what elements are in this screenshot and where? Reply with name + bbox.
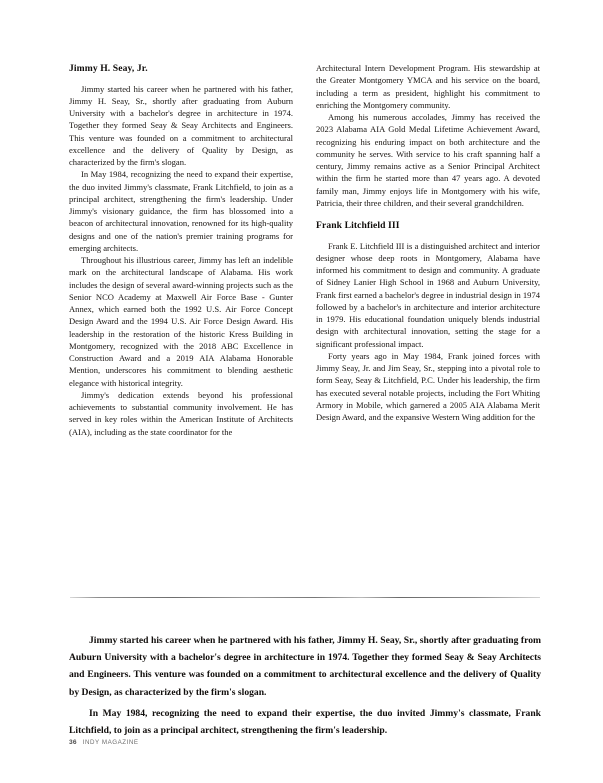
paragraph: In May 1984, recognizing the need to expand their expertise, the duo invited Jimmy's classmate, Frank Litchfield, to join as a principal architect, strengthening the firm's leadership. Under Jimmy's visionary guidance, the firm has blossomed into a beacon of architectural innovation, renowned for its high-quality designs and one of the nation's premier training programs for emerging architects.	[69, 169, 293, 253]
paragraph: Forty years ago in May 1984, Frank joined forces with Jimmy Seay, Jr. and Jim Seay, Sr., stepping into a pivotal role to form Seay, Seay & Litchfield, P.C. Under his leadership, the firm has executed several notable projects, including the Fort Whiting Armory in Mobile, which garnered a 2005 AIA Alabama Merit Design Award, and the expansive Western Wing addition for the	[316, 350, 540, 422]
paragraph: Frank E. Litchfield III is a distinguished architect and interior designer whose deep roots in Montgomery, Alabama have informed his commitment to design and community. A graduate of Sidney Lanier High School in 1968 and Auburn University, Frank first earned a bachelor's degree in industrial design in 1974 followed by a bachelor's in architecture and interior architecture in 1979. His educational foundation uniquely blends industrial design with architectural innovation, setting the stage for a significant professional impact.	[316, 240, 540, 349]
paragraph: Jimmy's dedication extends beyond his professional achievements to substantial community involvement. He has served in key roles within the American Institute of Architects (AIA), including as the state coordinator for the	[69, 389, 293, 437]
publication-name: INDY MAGAZINE	[82, 739, 139, 746]
summary-paragraph: Jimmy started his career when he partnered with his father, Jimmy H. Seay, Sr., shortly after graduating from Auburn University with a bachelor's degree in architecture in 1974. Together they formed Seay & Seay Architects and Engineers. This venture was founded on a commitment to architectural excellence and the delivery of Quality by Design, as characterized by the firm's slogan.	[69, 635, 541, 698]
summary-paragraph: In May 1984, recognizing the need to expand their expertise, the duo invited Jimmy's classmate, Frank Litchfield, to join as a principal architect, strengthening the firm's leadership.	[69, 707, 541, 737]
left-column	[69, 62, 293, 582]
page-footer	[69, 739, 139, 746]
paragraph: Among his numerous accolades, Jimmy has received the 2023 Alabama AIA Gold Medal Lifetime Achievement Award, recognizing his enduring impact on both architecture and the community he serves. With service to his craft spanning half a century, Jimmy remains active as a Senior Principal Architect within the firm he started more than 47 years ago. A devoted family man, Jimmy enjoys life in Montgomery with his wife, Patricia, their three children, and their several grandchildren.	[316, 112, 540, 208]
paragraph: Throughout his illustrious career, Jimmy has left an indelible mark on the architectural landscape of Alabama. His work includes the design of several award-winning projects such as the Senior NCO Academy at Maxwell Air Force Base - Gunter Annex, which earned both the 1992 U.S. Air Force Concept Design Award and the 1994 U.S. Air Force Design Award. His leadership in the restoration of the historic Kress Building in Montgomery, recognized with the 2018 ABC Excellence in Construction Award and a 2019 AIA Alabama Honorable Mention, underscores his commitment to blending aesthetic elegance with historical integrity.	[69, 255, 293, 388]
paragraph-continuation: Architectural Intern Development Program. His stewardship at the Greater Montgomery YMCA and his service on the board, including a term as president, highlight his commitment to enriching the Montgomery community.	[316, 63, 540, 110]
article-columns	[69, 62, 541, 582]
horizontal-divider	[70, 597, 540, 598]
page-number: 36	[69, 739, 77, 746]
section-heading-jimmy-seay: Jimmy H. Seay, Jr.	[69, 63, 148, 74]
section-heading-frank-litchfield: Frank Litchfield III	[316, 220, 400, 231]
summary-block	[69, 632, 541, 739]
right-column	[316, 62, 540, 582]
paragraph: Jimmy started his career when he partnered with his father, Jimmy H. Seay, Sr., shortly after graduating from Auburn University with a bachelor's degree in architecture in 1974. Together they formed Seay & Seay Architects and Engineers. This venture was founded on a commitment to architectural excellence and the delivery of Quality by Design, as characterized by the firm's slogan.	[69, 83, 293, 167]
